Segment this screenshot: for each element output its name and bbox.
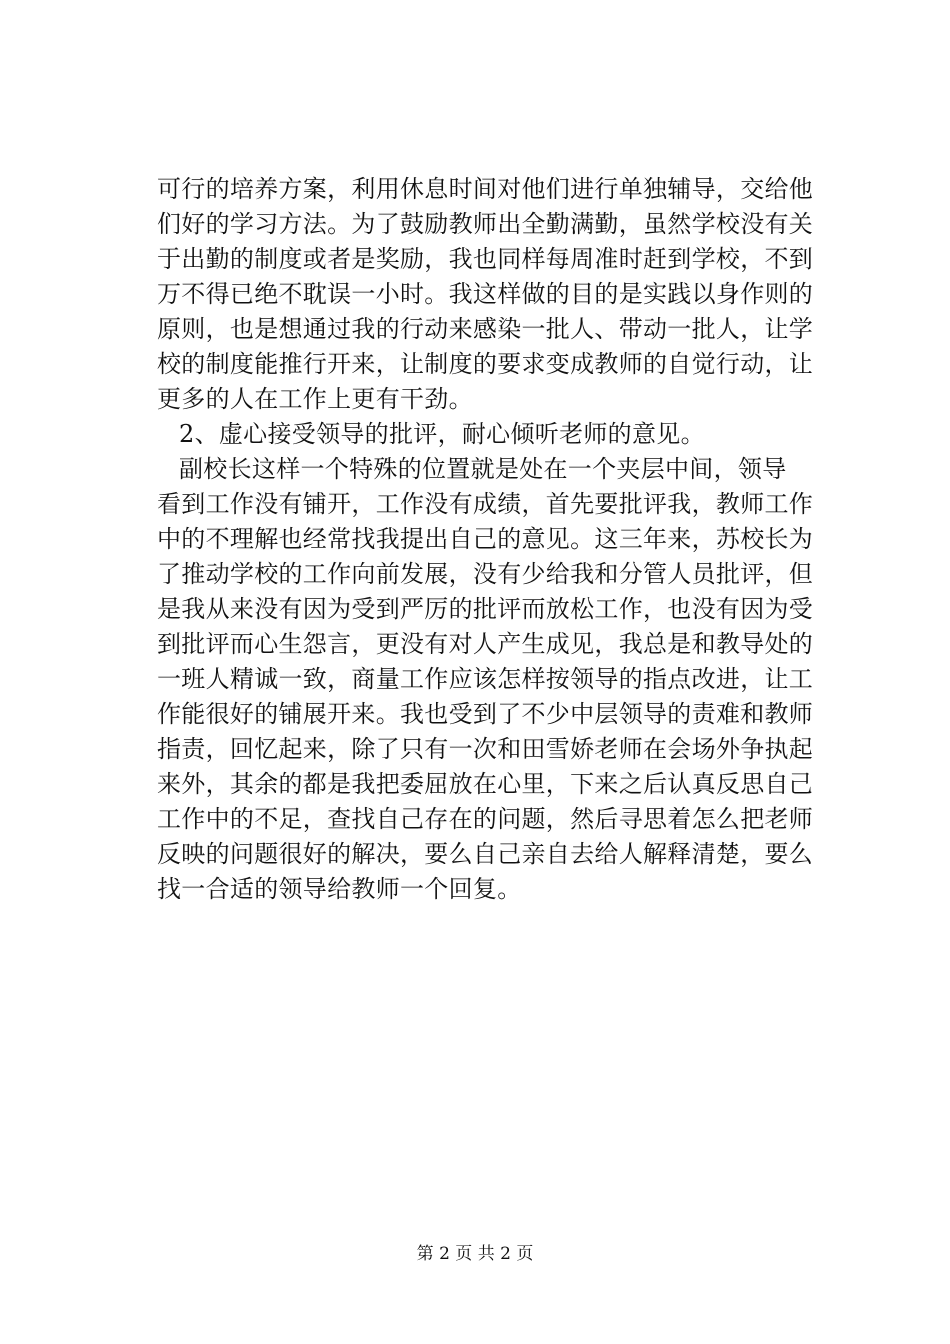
- text-line: 看到工作没有铺开，工作没有成绩，首先要批评我，教师工作: [157, 490, 814, 518]
- body-text: [157, 172, 814, 907]
- text-line: 一班人精诚一致，商量工作应该怎样按领导的指点改进，让工: [157, 665, 814, 693]
- text-line: 了推动学校的工作向前发展，没有少给我和分管人员批评，但: [157, 560, 814, 588]
- text-line: 工作中的不足，查找自己存在的问题，然后寻思着怎么把老师: [157, 805, 814, 833]
- text-line: 校的制度能推行开来，让制度的要求变成教师的自觉行动，让: [157, 350, 814, 378]
- text-line: 原则，也是想通过我的行动来感染一批人、带动一批人，让学: [157, 315, 814, 343]
- text-line: 们好的学习方法。为了鼓励教师出全勤满勤，虽然学校没有关: [157, 210, 814, 238]
- text-line: 副校长这样一个特殊的位置就是处在一个夹层中间，领导: [179, 455, 787, 483]
- text-line: 反映的问题很好的解决，要么自己亲自去给人解释清楚，要么: [157, 840, 814, 868]
- text-line: 是我从来没有因为受到严厉的批评而放松工作，也没有因为受: [157, 595, 814, 623]
- text-line: 更多的人在工作上更有干劲。: [157, 385, 473, 413]
- text-line: 万不得已绝不耽误一小时。我这样做的目的是实践以身作则的: [157, 280, 814, 308]
- page-number-footer: 第 2 页 共 2 页: [416, 1244, 534, 1264]
- text-line: 于出勤的制度或者是奖励，我也同样每周准时赶到学校，不到: [157, 245, 814, 273]
- text-line: 来外，其余的都是我把委屈放在心里，下来之后认真反思自己: [157, 770, 814, 798]
- text-line: 作能很好的铺展开来。我也受到了不少中层领导的责难和教师: [157, 700, 814, 728]
- text-line: 可行的培养方案，利用休息时间对他们进行单独辅导，交给他: [157, 175, 814, 203]
- section-heading: 2、虚心接受领导的批评，耐心倾听老师的意见。: [179, 420, 705, 448]
- text-line: 找一合适的领导给教师一个回复。: [157, 875, 522, 903]
- text-line: 指责，回忆起来，除了只有一次和田雪娇老师在会场外争执起: [157, 735, 814, 763]
- text-line: 到批评而心生怨言，更没有对人产生成见，我总是和教导处的: [157, 630, 814, 658]
- text-line: 中的不理解也经常找我提出自己的意见。这三年来，苏校长为: [157, 525, 814, 553]
